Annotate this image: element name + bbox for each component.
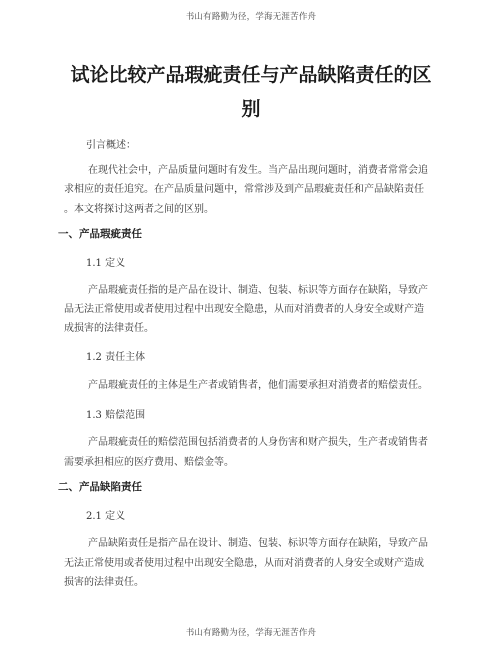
s1-2-line-1: 产品瑕疵责任的主体是生产者或销售者，他们需要承担对消费者的赔偿责任。 [88, 380, 428, 391]
s2-1-line-3: 损害的法律责任。 [64, 577, 144, 588]
subsection-label-1-2: 1.2 责任主体 [86, 352, 146, 363]
s2-1-line-1: 产品缺陷责任是指产品在设计、制造、包装、标识等方面存在缺陷，导致产品 [88, 538, 428, 549]
s1-3-line-2: 需要承担相应的医疗费用、赔偿金等。 [64, 457, 234, 468]
section-heading-2: 二、产品缺陷责任 [58, 481, 142, 493]
s1-1-line-2: 品无法正常使用或者使用过程中出现安全隐患，从而对消费者的人身安全或财产造 [64, 304, 424, 315]
intro-line-1: 在现代社会中，产品质量问题时有发生。当产品出现问题时，消费者常常会追 [88, 165, 428, 176]
header-motto: 书山有路勤为径，学海无涯苦作舟 [185, 12, 317, 22]
s1-1-line-1: 产品瑕疵责任指的是产品在设计、制造、包装、标识等方面存在缺陷，导致产 [88, 285, 428, 296]
subsection-label-1-1: 1.1 定义 [86, 258, 126, 269]
title-line-2: 别 [241, 98, 261, 120]
section-heading-1: 一、产品瑕疵责任 [58, 228, 142, 240]
intro-label: 引言概述： [86, 140, 136, 151]
document-body [58, 0, 442, 649]
intro-line-2: 求相应的责任追究。在产品质量问题中，常常涉及到产品瑕疵责任和产品缺陷责任 [64, 184, 424, 195]
intro-line-3: 。本文将探讨这两者之间的区别。 [64, 204, 214, 215]
title-line-1: 试论比较产品瑕疵责任与产品缺陷责任的区 [70, 64, 432, 86]
footer-motto: 书山有路勤为径，学海无涯苦作舟 [185, 628, 317, 638]
subsection-label-2-1: 2.1 定义 [86, 511, 126, 522]
s2-1-line-2: 无法正常使用或者使用过程中出现安全隐患，从而对消费者的人身安全或财产造成 [64, 558, 424, 569]
subsection-label-1-3: 1.3 赔偿范围 [86, 410, 146, 421]
s1-3-line-1: 产品瑕疵责任的赔偿范围包括消费者的人身伤害和财产损失，生产者或销售者 [88, 437, 428, 448]
s1-1-line-3: 成损害的法律责任。 [64, 323, 154, 334]
